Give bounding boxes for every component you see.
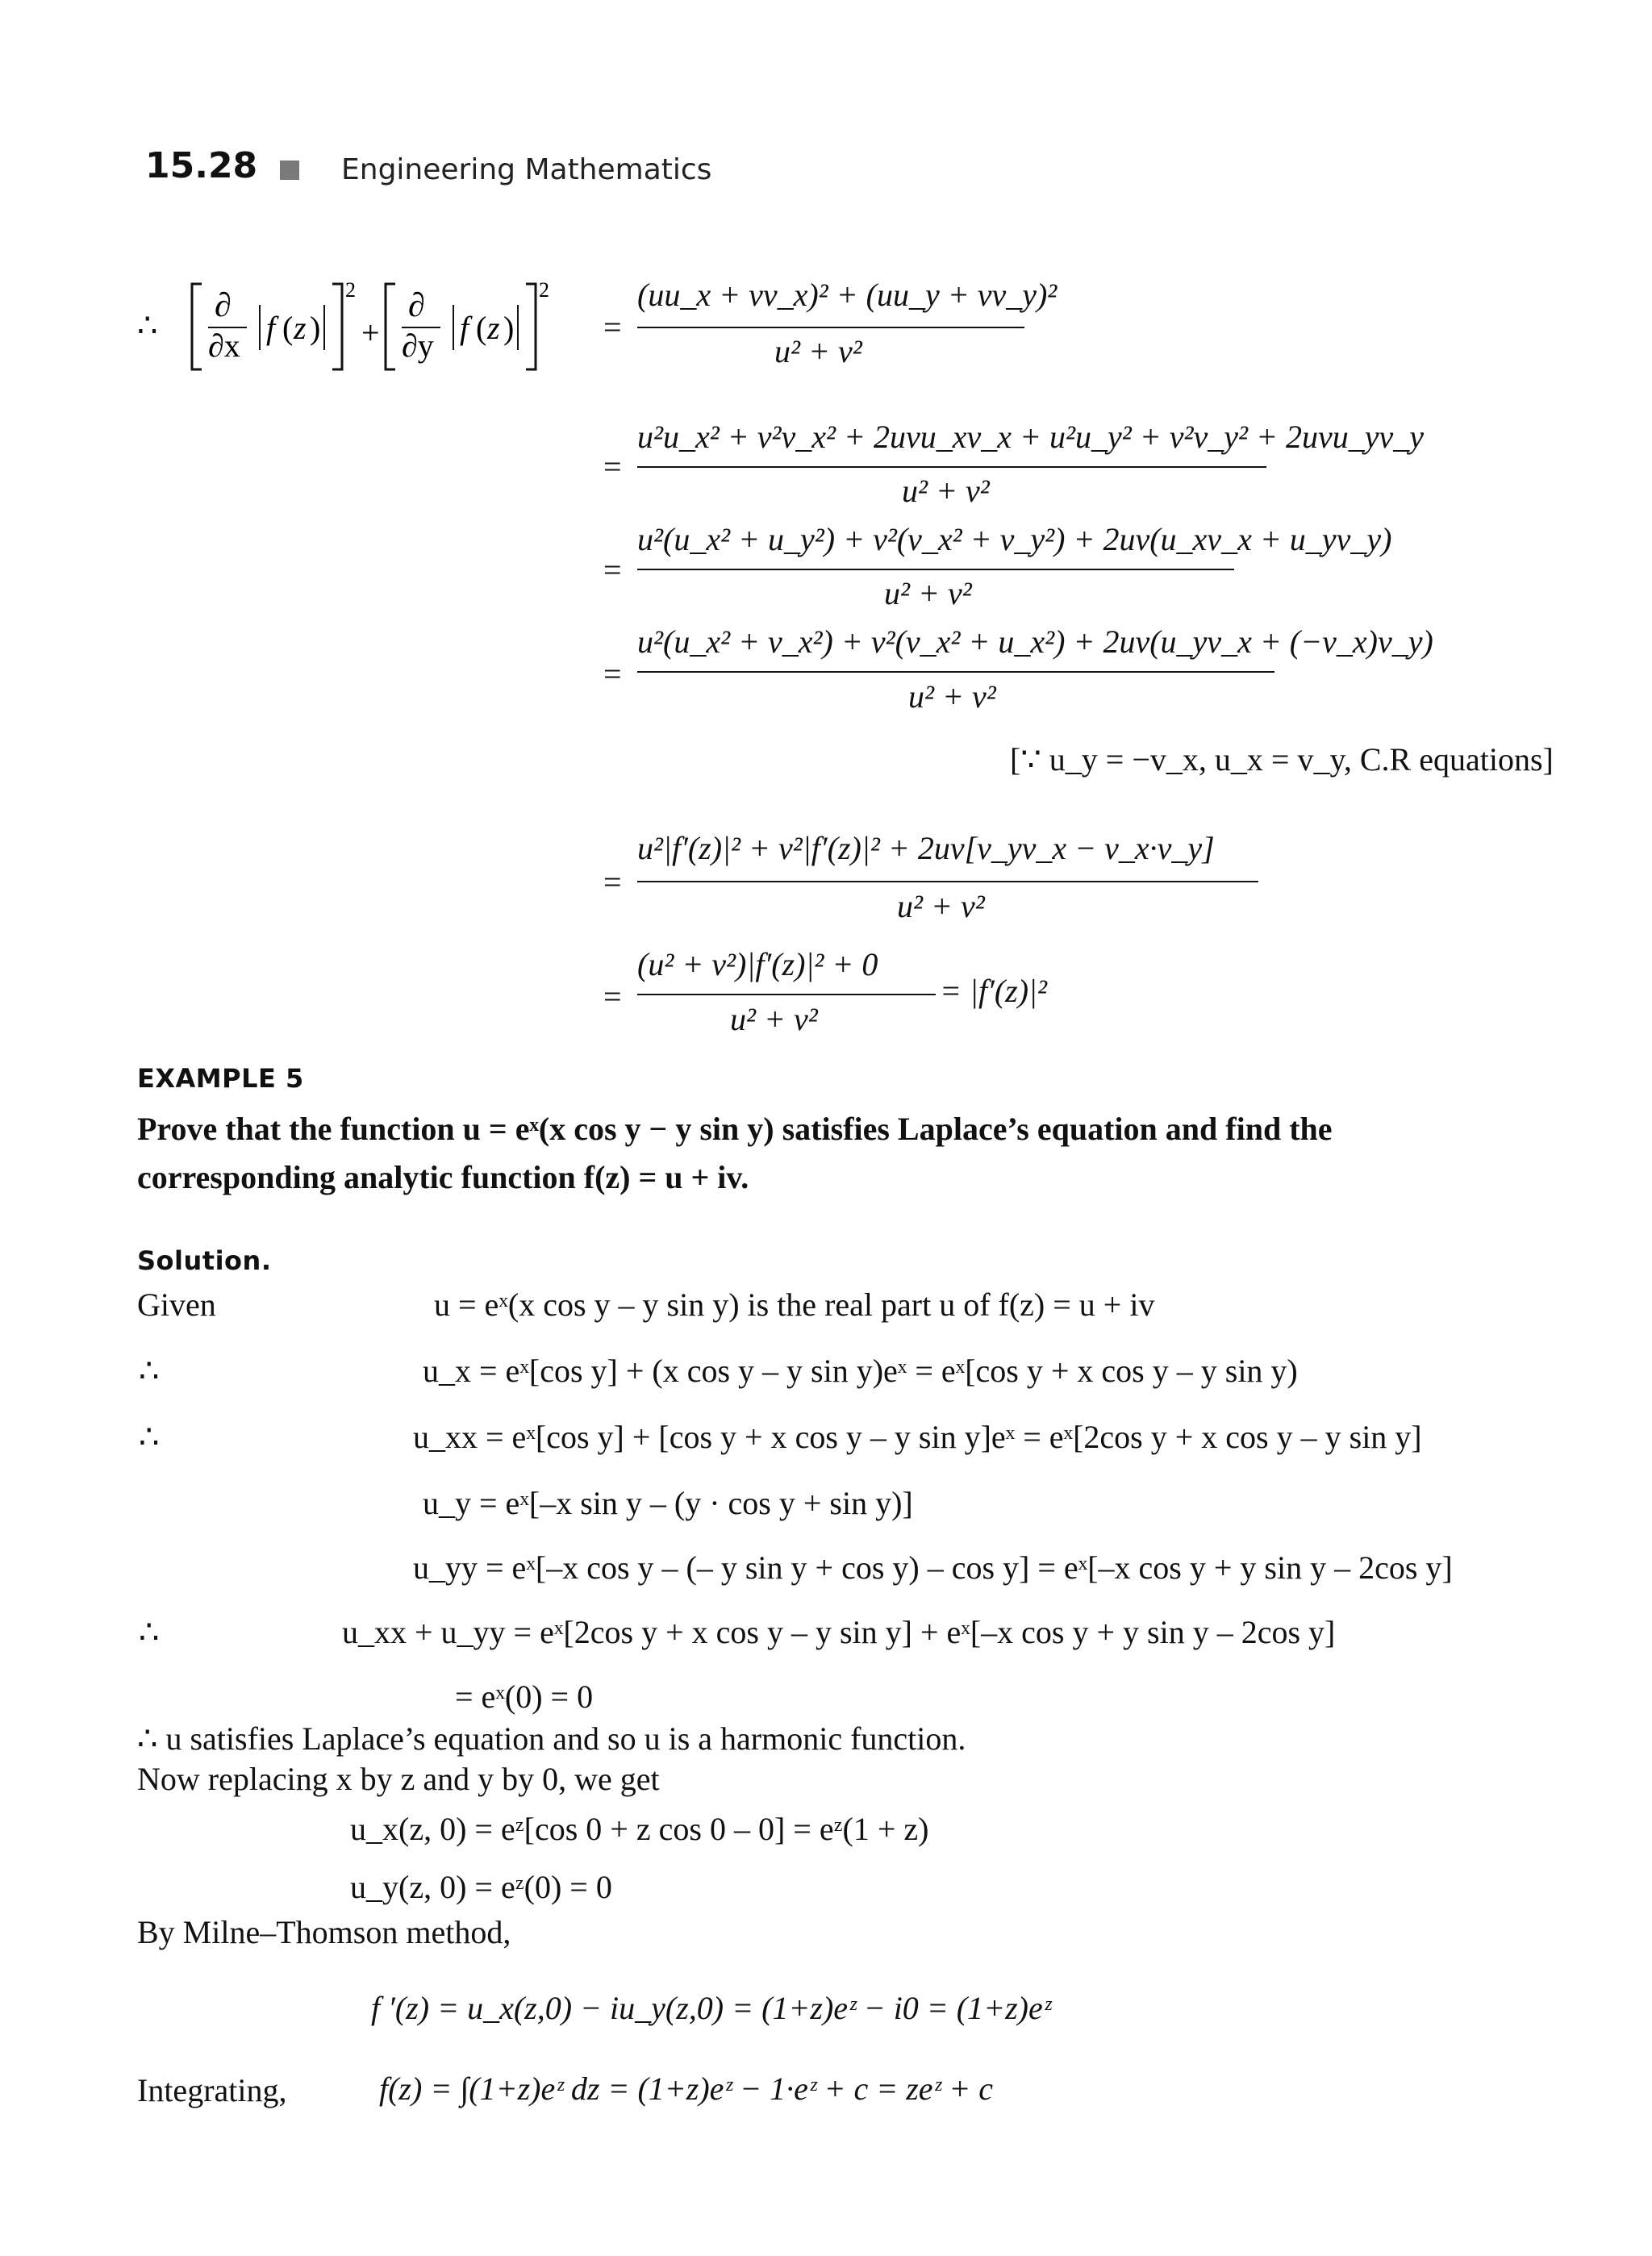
equals-6: = — [603, 978, 622, 1015]
milne-thomson-statement: By Milne–Thomson method, — [137, 1914, 511, 1950]
ux-at-z0: u_x(z, 0) = eᶻ[cos 0 + z cos 0 – 0] = eᶻ(1 + z) — [350, 1811, 929, 1847]
solution-heading: Solution. — [137, 1245, 272, 1276]
step1-denominator: u² + v² — [774, 333, 862, 369]
equals-2: = — [603, 448, 622, 485]
uxx-equation: u_xx = eˣ[cos y] + [cos y + x cos y – y sin y]eˣ = eˣ[2cos y + x cos y – y sin y] — [413, 1419, 1422, 1455]
svg-text:∂y: ∂y — [402, 327, 434, 364]
equals-4: = — [603, 656, 622, 692]
given-equation: u = eˣ(x cos y – y sin y) is the real part u of f(z) = u + iv — [434, 1286, 1155, 1323]
uy-equation: u_y = eˣ[–x sin y – (y · cos y + sin y)] — [423, 1485, 913, 1521]
step5-numerator: u²|f′(z)|² + v²|f′(z)|² + 2uv[v_yv_x − v_x·v_y] — [637, 830, 1215, 866]
svg-text:): ) — [310, 310, 321, 346]
problem-statement-line2: corresponding analytic function f(z) = u + iv. — [137, 1159, 749, 1195]
lhs-expression — [184, 266, 603, 387]
therefore-2: ∴ — [139, 1419, 160, 1455]
step4-numerator: u²(u_x² + v_x²) + v²(v_x² + u_x²) + 2uv(u_yv_x + (−v_x)v_y) — [637, 623, 1433, 660]
laplacian-result: = eˣ(0) = 0 — [455, 1678, 594, 1715]
step6-numerator: (u² + v²)|f′(z)|² + 0 — [637, 946, 878, 982]
svg-text:(: ( — [282, 310, 294, 346]
cr-equations-note: [∵ u_y = −v_x, u_x = v_y, C.R equations] — [1010, 741, 1554, 778]
step2-numerator: u²u_x² + v²v_x² + 2uvu_xv_x + u²u_y² + v²v_y² + 2uvu_yv_y — [637, 419, 1424, 455]
equals-3: = — [603, 552, 622, 588]
step4-denominator: u² + v² — [908, 678, 996, 715]
svg-text:2: 2 — [345, 278, 356, 302]
step5-denominator: u² + v² — [897, 888, 985, 924]
lhs-math-svg — [184, 266, 603, 387]
svg-text:+: + — [361, 315, 380, 351]
step3-numerator: u²(u_x² + u_y²) + v²(v_x² + v_y²) + 2uv(u_xv_x + u_yv_y) — [637, 521, 1392, 557]
svg-text:): ) — [503, 310, 515, 346]
step1-fraction-bar — [637, 327, 1024, 328]
given-label: Given — [137, 1286, 216, 1323]
integrating-label: Integrating, — [137, 2072, 287, 2108]
header-square-icon — [280, 161, 299, 180]
example-heading: EXAMPLE 5 — [137, 1063, 304, 1094]
svg-text:f: f — [266, 310, 276, 346]
step2-fraction-bar — [637, 466, 1266, 468]
step6-result: = |f′(z)|² — [940, 973, 1048, 1009]
svg-text:∂x: ∂x — [208, 327, 240, 364]
therefore-symbol: ∴ — [137, 307, 158, 344]
svg-text:(: ( — [476, 310, 487, 346]
svg-text:2: 2 — [539, 278, 549, 302]
step3-denominator: u² + v² — [884, 575, 972, 611]
problem-statement-line1: Prove that the function u = eˣ(x cos y − y sin y) satisfies Laplace’s equation and find the — [137, 1111, 1333, 1147]
running-title: Engineering Mathematics — [341, 153, 712, 186]
step3-fraction-bar — [637, 569, 1234, 570]
fz-equation: f(z) = ∫(1+z)eᶻ dz = (1+z)eᶻ − 1·eᶻ + c = zeᶻ + c — [379, 2070, 993, 2107]
svg-text:z: z — [294, 310, 307, 346]
step1-numerator: (uu_x + vv_x)² + (uu_y + vv_y)² — [637, 277, 1058, 313]
svg-text:∂: ∂ — [408, 287, 425, 324]
page-number: 15.28 — [145, 145, 258, 186]
equals-1: = — [603, 309, 622, 345]
step2-denominator: u² + v² — [902, 473, 990, 509]
step6-fraction-bar — [637, 994, 936, 995]
equals-5: = — [603, 864, 622, 900]
laplacian-sum: u_xx + u_yy = eˣ[2cos y + x cos y – y sin y] + eˣ[–x cos y + y sin y – 2cos y] — [342, 1614, 1336, 1650]
fprime-equation: f ′(z) = u_x(z,0) − iu_y(z,0) = (1+z)eᶻ − i0 = (1+z)eᶻ — [371, 1990, 1051, 2026]
replacement-statement: Now replacing x by z and y by 0, we get — [137, 1761, 660, 1797]
svg-text:f: f — [460, 310, 469, 346]
uyy-equation: u_yy = eˣ[–x cos y – (– y sin y + cos y) – cos y] = eˣ[–x cos y + y sin y – 2cos y] — [413, 1549, 1453, 1586]
uy-at-z0: u_y(z, 0) = eᶻ(0) = 0 — [350, 1869, 612, 1905]
ux-equation: u_x = eˣ[cos y] + (x cos y – y sin y)eˣ = eˣ[cos y + x cos y – y sin y) — [423, 1353, 1298, 1389]
step6-denominator: u² + v² — [730, 1001, 818, 1037]
step5-fraction-bar — [637, 881, 1258, 882]
svg-text:∂: ∂ — [215, 287, 232, 324]
therefore-3: ∴ — [139, 1614, 160, 1650]
svg-text:z: z — [487, 310, 500, 346]
step4-fraction-bar — [637, 671, 1274, 673]
therefore-1: ∴ — [139, 1353, 160, 1389]
harmonic-statement: ∴ u satisfies Laplace’s equation and so u is a harmonic function. — [137, 1720, 966, 1757]
